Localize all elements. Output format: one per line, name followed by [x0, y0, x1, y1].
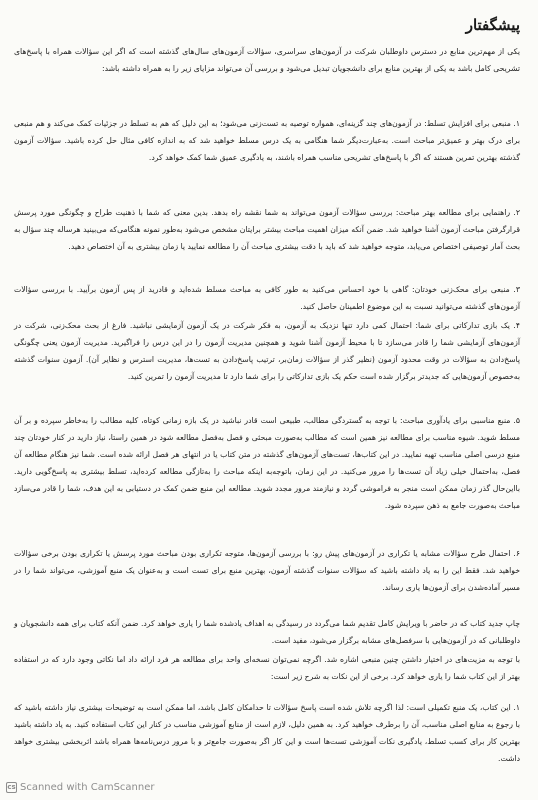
point-1-paragraph: ۱. منبعی برای افزایش تسلط: در آزمون‌های چند گزینه‌ای، همواره توصیه به تست‌زنی می‌شود؛ به این دلیل که هم به تسلط در جزئیات کمک می‌کند و هم منبعی برای درک بهتر و عمیق‌تر مباحث است. به‌عبارت‌دیگر شما هنگامی به یک درس مسلط خواهید شد که به اندازه کافی مثال حل کرده باشید. سؤالات آزمون گذشته بهترین تمرین هستند که اگر با پاسخ‌های تشریحی مناسب همراه باشند، به یادگیری عمیق شما کمک خواهد کرد. — [14, 119, 520, 162]
closing-paragraph: چاپ جدید کتاب که در حاضر با ویرایش کامل تقدیم شما می‌گردد در رسیدگی به اهداف یادشده شما را یاری خواهد کرد. ضمن آنکه کتاب برای همه دانشجویان و داوطلبانی که در آزمون‌هایی با سرفصل‌های مشابه برگزار می‌شود، مفید است. — [14, 619, 520, 645]
intro-paragraph: یکی از مهم‌ترین منابع در دسترس داوطلبان شرکت در آزمون‌های سراسری، سؤالات آزمون‌های سال‌های گذشته است که اگر این سؤالات همراه با پاسخ‌های تشریحی کامل باشد به یکی از بهترین منابع برای دانشجویان تبدیل می‌شود و بررسی آن می‌تواند مزایای زیر را به همراه داشته باشد: — [14, 47, 520, 73]
tip-1-paragraph: ۱. این کتاب، یک منبع تکمیلی است: لذا اگرچه تلاش شده است پاسخ سؤالات تا حدامکان کامل باشد، اما ممکن است به توضیحات بیشتری نیاز داشته باشید که با رجوع به منابع اصلی مناسب، آن را برطرف خواهید کرد. به همین دلیل، لازم است از منابع آموزشی مناسب در کنار این کتاب استفاده کنید. به یاد داشته باشید بهترین کار برای کسب تسلط، یادگیری نکات آموزشی تست‌ها است و این کار اگر به‌صورت جامع‌تر و با مرور درس‌نامه‌ها همراه باشد اثربخشی بیشتری خواهد داشت. — [14, 703, 520, 763]
point-2-paragraph: ۲. راهنمایی برای مطالعه بهتر مباحث: بررسی سؤالات آزمون می‌تواند به شما نقشه راه بدهد. بدین معنی که شما با ذهنیت طراح و چگونگی مورد پرسش قرارگرفتن مباحث آزمون آشنا خواهید شد. ضمن آنکه میزان اهمیت مباحث بیشتر برایتان مشخص می‌شود به‌طور نمونه هنگامی‌که می‌بینید هرساله چند سؤال به بحث آمار توصیفی اختصاص می‌یابد، متوجه خواهید شد که باید با دقت بیشتری مباحث آن را مطالعه نمایید یا زمان بیشتری به آن اختصاص دهید. — [14, 208, 520, 251]
point-5-paragraph: ۵. منبع مناسبی برای یادآوری مباحث: با توجه به گستردگی مطالب، طبیعی است قادر نباشید در یک بازه زمانی کوتاه، کلیه مطالب را به‌خاطر سپرده و بر آن مسلط شوید. شیوه مناسب برای مطالعه نیز همین است که مطالب به‌صورت مبحثی و فصل به‌فصل مطالعه شود در همین راستا، نیاز دارید در کنار خودتان چند منبع درسی اصلی مناسب تهیه نمایید. در این کتاب‌ها، تست‌های آزمون‌های گذشته در متن کتاب یا در انتهای هر فصل ارائه شده است. شما نیز هنگام مطالعه آن فصل، به‌احتمال خیلی زیاد آن تست‌ها را مرور می‌کنید. در این زمان، باتوجه‌به اینکه مباحث را به‌تازگی مطالعه کرده‌اید، تسلط بیشتری به پاسخ‌گویی دارید. بااین‌حال گذر زمان ممکن است منجر به فراموشی گردد و نیازمند مرور مجدد شوید. مطالعه این منبع ضمن کمک در دستیابی به این هدف، شما را قادر می‌سازد مباحث به‌صورت جامع به ذهن سپرده شود. — [14, 416, 520, 510]
point-4-paragraph: ۴. یک بازی تدارکاتی برای شما: احتمال کمی دارد تنها نزدیک به آزمون، به فکر شرکت در یک آزمون آزمایشی نباشید. فارغ از بحث محک‌زنی، شرکت در آزمون‌های آزمایشی شما را قادر می‌سازد تا با محیط آزمون آشنا شوید و همچنین مدیریت آزمون را در این درس را فراگیرید. مدیریت آزمون یعنی چگونگی پاسخ‌دادن به سؤالات در وقت محدود آزمون (نظیر گذر از سؤالات زمان‌بر، ترتیب پاسخ‌دادن به تست‌ها، مدیریت استرس و نظایر آن). آزمون سنوات گذشته به‌خصوص آزمون‌هایی که جدیدتر برگزار شده است حکم یک بازی تدارکاتی را برای شما دارد تا مدیریت آزمون را تمرین کنید. — [14, 321, 520, 381]
point-3-paragraph: ۳. منبعی برای محک‌زنی خودتان: گاهی با خود احساس می‌کنید به طور کافی به مباحث مسلط شده‌اید و قادرید از پس آزمون برآیید. با بررسی سؤالات آزمون‌های گذشته می‌توانید نسبت به این موضوع اطمینان حاصل کنید. — [14, 285, 520, 311]
tips-intro-paragraph: با توجه به مزیت‌های در اختیار داشتن چنین منبعی اشاره شد. اگرچه نمی‌توان نسخه‌ای واحد برای مطالعه هر فرد ارائه داد اما نکاتی وجود دارد که در استفاده بهتر از این کتاب شما را یاری خواهد کرد. برخی از این نکات به شرح زیر است: — [14, 655, 520, 681]
scanner-watermark-text: Scanned with CamScanner — [20, 782, 155, 793]
scanner-watermark — [6, 782, 155, 793]
point-6-paragraph: ۶. احتمال طرح سؤالات مشابه یا تکراری در آزمون‌های پیش رو: با بررسی آزمون‌ها، متوجه تکراری بودن مباحث مورد پرسش یا تکراری بودن برخی سؤالات خواهید شد. فقط این را به یاد داشته باشید که سؤالات سنوات گذشته آزمون، بهترین منبع برای تست است و به‌عنوان یک منبع آموزشی، می‌تواند شما را در مسیر آماده‌شدن برای آزمون‌ها یاری رساند. — [14, 549, 520, 592]
camscanner-icon: cs — [7, 783, 16, 791]
page-title: پیشگفتار — [465, 16, 520, 34]
